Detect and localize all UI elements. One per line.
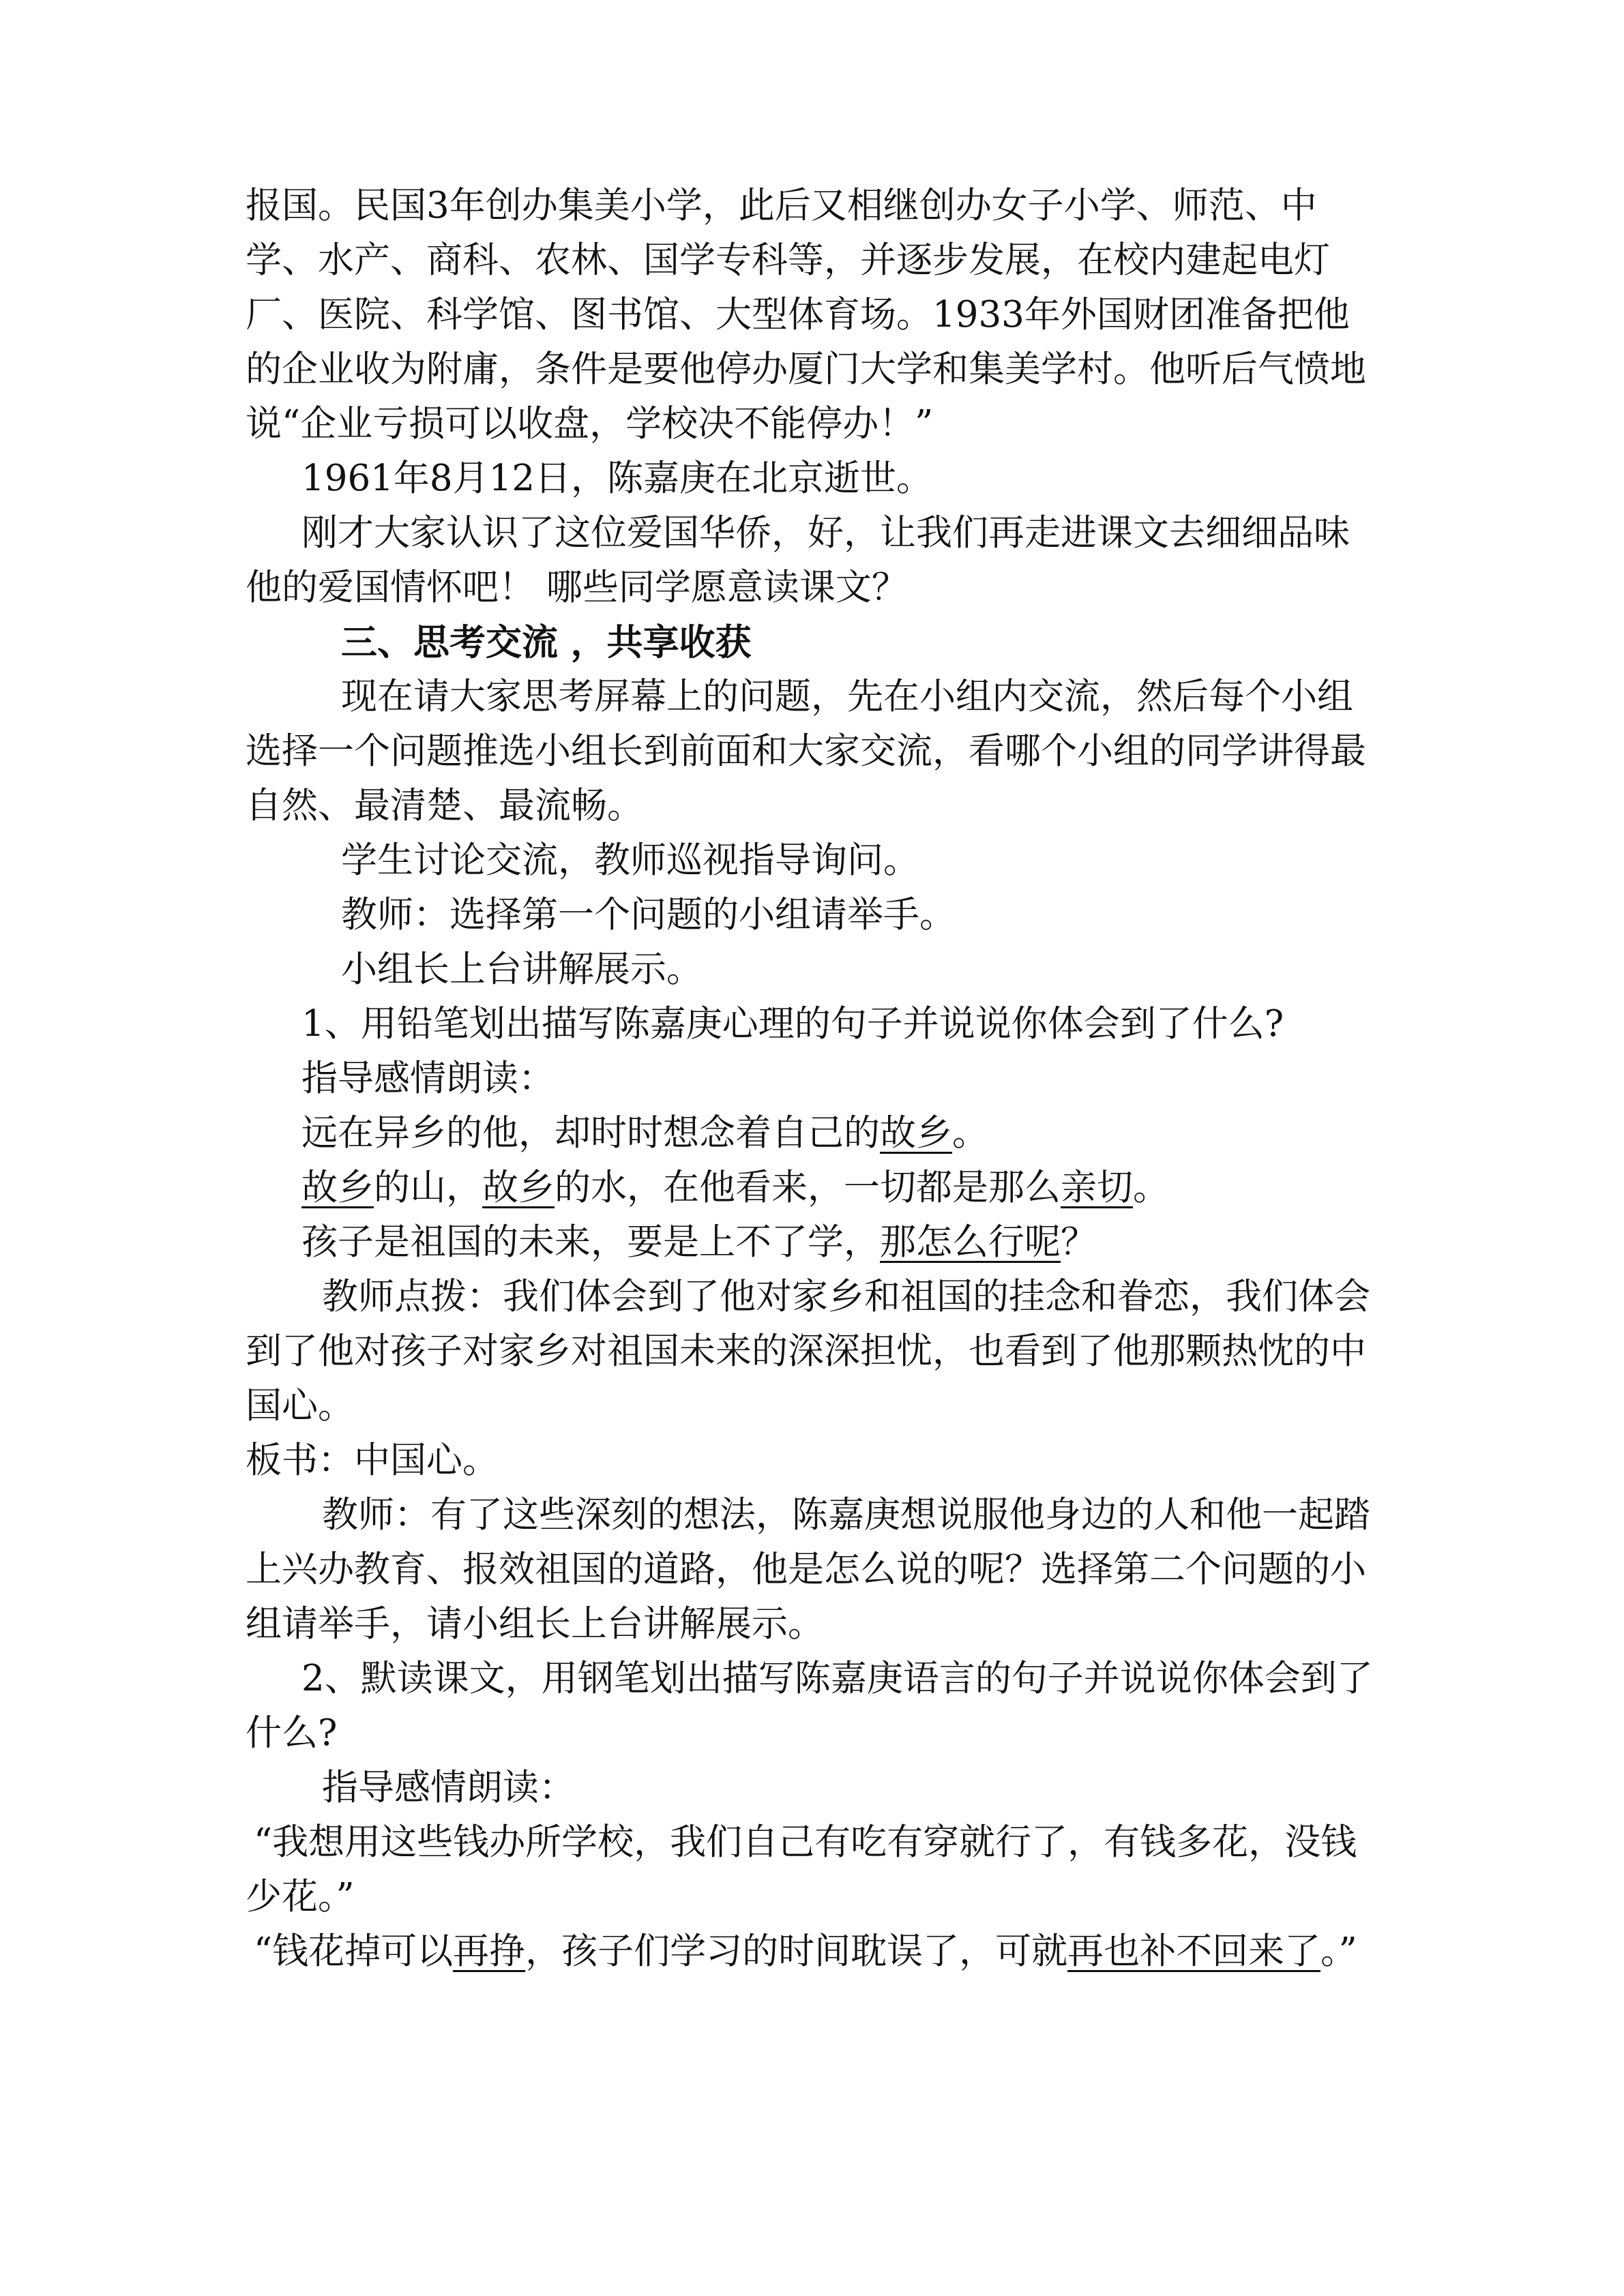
sentence-3-underline: 那怎么行呢: [880, 1221, 1061, 1263]
board-writing: 板书：中国心。: [246, 1440, 499, 1481]
paragraph-teacher-q1: 教师：选择第一个问题的小组请举手。: [341, 894, 956, 936]
sentence-2-underline-3: 亲切: [1061, 1167, 1133, 1208]
paragraph-teacher-comment: 教师点拨：我们体会到了他对家乡和祖国的挂念和眷恋，我们体会到了他对孩子对家乡对祖国未来的深深担忧，也看到了他那颗热忱的中国心。: [246, 1276, 1370, 1427]
paragraph-teacher-q2: 教师：有了这些深刻的想法，陈嘉庚想说服他身边的人和他一起踏上兴办教育、报效祖国的道路，他是怎么说的呢？选择第二个问题的小组请举手，请小组长上台讲解展示。: [246, 1494, 1370, 1645]
sentence-1: [246, 1106, 1378, 1161]
paragraph-transition: 刚才大家认识了这位爱国华侨，好，让我们再走进课文去细细品味他的爱国情怀吧！ 哪些同学愿意读课文？: [246, 512, 1350, 608]
sentence-2-underline-2: 故乡: [482, 1167, 555, 1208]
sentence-2: [246, 1161, 1378, 1215]
sentence-2-end: 。: [1133, 1167, 1169, 1208]
quote-2-underline-2: 再也补不回来了: [1067, 1930, 1321, 1972]
sentence-3-text: 孩子是祖国的未来，要是上不了学，: [301, 1221, 880, 1263]
paragraph-death-date: 1961年8月12日，陈嘉庚在北京逝世。: [301, 458, 933, 499]
sentence-1-end: 。: [952, 1112, 988, 1154]
paragraph-instructions: 现在请大家思考屏幕上的问题，先在小组内交流，然后每个小组选择一个问题推选小组长到前面和大家交流，看哪个小组的同学讲得最自然、最清楚、最流畅。: [246, 676, 1366, 826]
question-1: 1、用铅笔划出描写陈嘉庚心理的句子并说说你体会到了什么?: [301, 1003, 1284, 1045]
guide-reading-2: 指导感情朗读：: [322, 1767, 575, 1808]
quote-2-underline-1: 再挣: [453, 1930, 526, 1972]
sentence-3-end: ？: [1061, 1221, 1097, 1263]
quote-2-text-1: “钱花掉可以: [254, 1930, 454, 1972]
quote-2: [246, 1924, 1378, 1979]
paragraph-leader-present: 小组长上台讲解展示。: [341, 949, 703, 990]
question-2: 2、默读课文，用钢笔划出描写陈嘉庚语言的句子并说说你体会到了什么?: [246, 1658, 1373, 1754]
sentence-3: [246, 1215, 1378, 1270]
quote-1: “我想用这些钱办所学校，我们自己有吃有穿就行了，有钱多花，没钱少花。”: [246, 1821, 1357, 1918]
sentence-1-text: 远在异乡的他，却时时想念着自己的: [301, 1112, 880, 1154]
paragraph-history: 报国。民国3年创办集美小学，此后又相继创办女子小学、师范、中学、水产、商科、农林、国学专科等，并逐步发展，在校内建起电灯厂、医院、科学馆、图书馆、大型体育场。1933年外国财团准备把他的企业收为附庸，条件是要他停办厦门大学和集美学村。他听后气愤地说“企业亏损可以收盘，学校决不能停办！”: [246, 185, 1366, 445]
guide-reading-1: 指导感情朗读：: [301, 1058, 555, 1099]
sentence-1-underline: 故乡: [880, 1112, 952, 1154]
quote-2-end: 。”: [1320, 1930, 1357, 1972]
sentence-2-text-2: 的水，在他看来，一切都是那么: [555, 1167, 1061, 1208]
quote-2-text-2: ，孩子们学习的时间耽误了，可就: [525, 1930, 1068, 1972]
sentence-2-underline-1: 故乡: [301, 1167, 374, 1208]
section-heading-3: 三、思考交流 ，共享收获: [341, 621, 752, 664]
sentence-2-text-1: 的山，: [374, 1167, 482, 1208]
document-body: [246, 179, 1378, 1979]
paragraph-discussion: 学生讨论交流，教师巡视指导询问。: [341, 839, 919, 881]
